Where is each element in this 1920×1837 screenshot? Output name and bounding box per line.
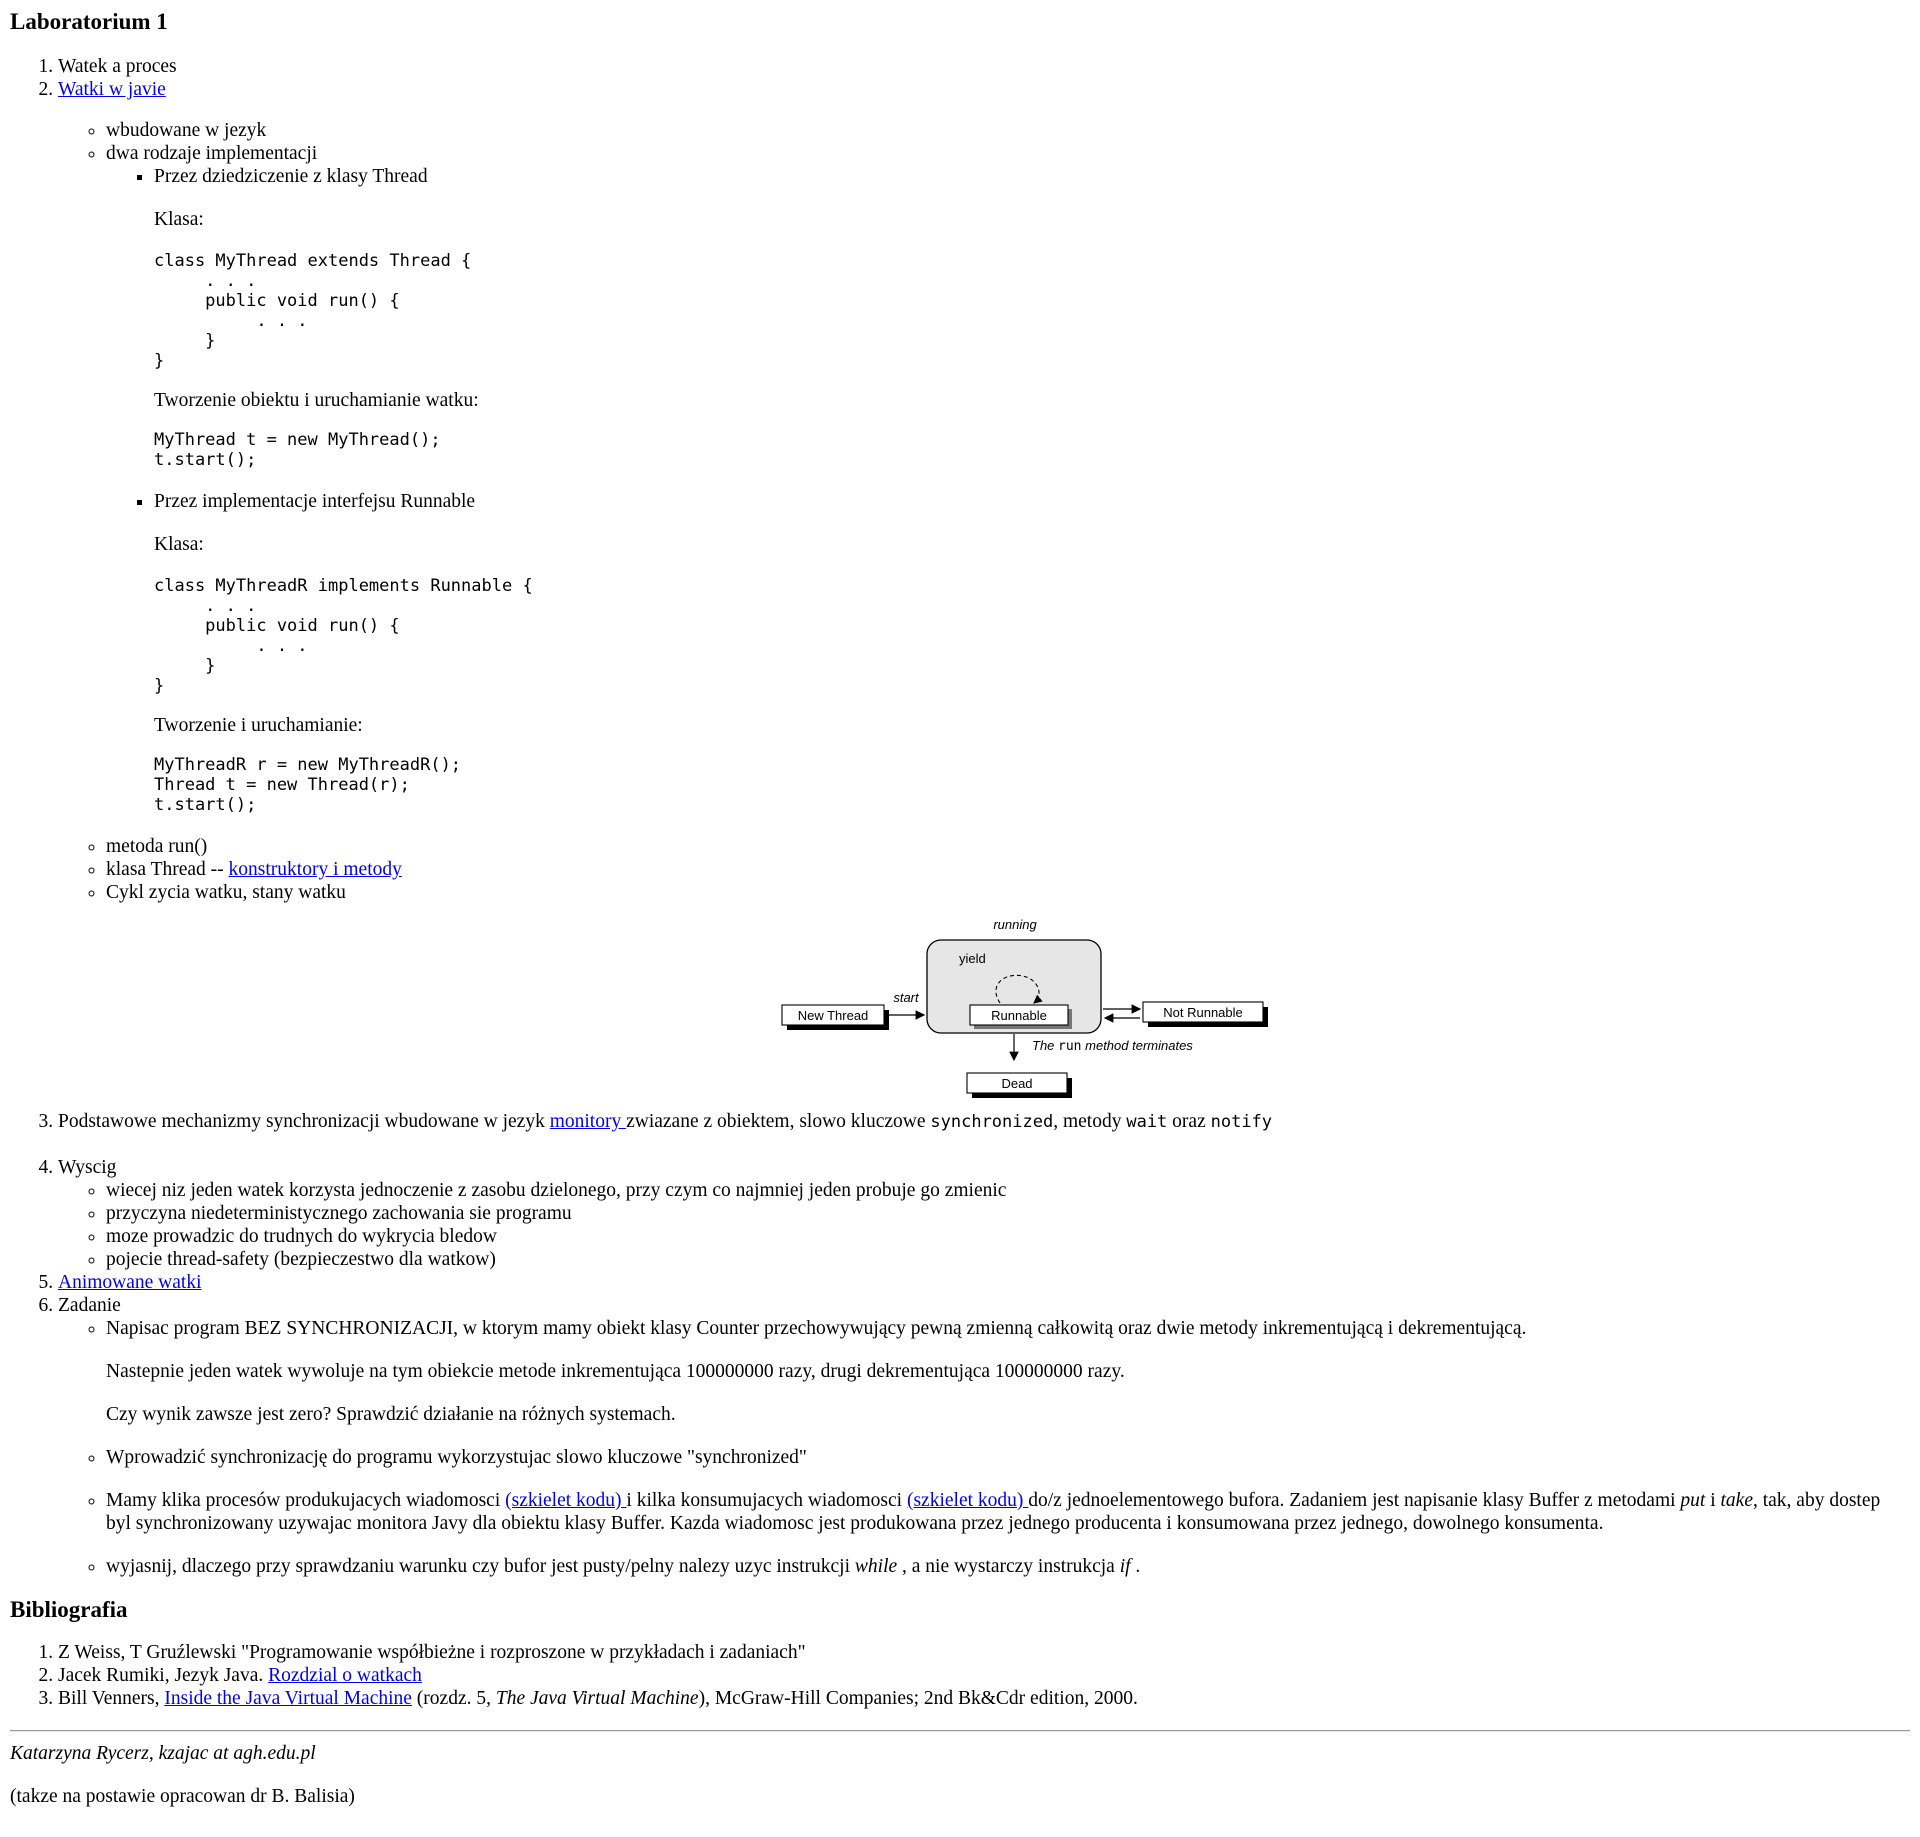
sync-text: Podstawowe mechanizmy synchronizacji wbudowane w jezyk <box>58 1111 550 1132</box>
list-item: ◦ pojecie thread-safety (bezpieczestwo dla watkow) <box>106 1248 1910 1271</box>
running-label: running <box>993 917 1037 932</box>
list-item <box>58 1664 1910 1687</box>
list-item: ◦ wiecej niz jeden watek korzysta jednoczenie z zasobu dzielonego, przy czym co najmniej jeden probuje go zmienic <box>106 1179 1910 1202</box>
task1-paragraph: Czy wynik zawsze jest zero? Sprawdzić działanie na różnych systemach. <box>106 1404 676 1425</box>
task4-text: . <box>1130 1556 1141 1577</box>
implementations-list <box>106 165 1910 835</box>
page-title: Laboratorium 1 <box>10 9 168 34</box>
bib-text: ), McGraw-Hill Companies; 2nd Bk&Cdr edition, 2000. <box>698 1688 1138 1709</box>
list-item <box>58 1294 1910 1578</box>
list-item <box>106 1555 1910 1578</box>
list-item <box>106 142 1910 835</box>
link-threads-chapter[interactable]: Rozdzial o watkach <box>268 1665 422 1686</box>
task3-text: , tak, aby dostep byl synchronizowany uzywajac monitora Javy dla obiektu klasy Buffer. Kazda wiadomosc jest produkowana przez jednego producenta i konsumowana przez jednego, dowolnego konsumenta. <box>106 1490 1881 1534</box>
task2-text: Wprowadzić synchronizację do programu wykorzystujac slowo kluczowe "synchronized" <box>106 1447 807 1468</box>
list-item: ◦ moze prowadzic do trudnych do wykrycia bledow <box>106 1225 1910 1248</box>
list-item <box>58 1156 1910 1271</box>
list-item: ◦ przyczyna niedeterministycznego zachowania sie programu <box>106 1202 1910 1225</box>
code-block-create: MyThread t = new MyThread(); t.start(); <box>154 430 441 470</box>
terminates-label: The run method terminates <box>1032 1038 1193 1054</box>
task3-text: Mamy klika procesów produkujacych wiadomosci <box>106 1490 506 1511</box>
builtin-text: wbudowane w jezyk <box>106 120 267 141</box>
class-label: Klasa: <box>154 534 204 555</box>
sync-text-middle: zwiazane z obiektem, slowo kluczowe <box>626 1111 931 1132</box>
runnable-state-label: Runnable <box>991 1008 1047 1023</box>
main-list <box>10 55 1910 1578</box>
author: Katarzyna Rycerz, kzajac at agh.edu.pl <box>10 1743 316 1764</box>
link-animated-threads[interactable]: Animowane watki <box>58 1272 202 1293</box>
race-label: Wyscig <box>58 1157 117 1178</box>
bib-italic: The Java Virtual Machine <box>495 1688 699 1709</box>
dead-label: Dead <box>1001 1076 1033 1091</box>
list-item <box>106 1446 1910 1489</box>
runnable-label: Przez implementacje interfejsu Runnable <box>154 491 476 512</box>
creating-label: Tworzenie i uruchamianie: <box>154 715 363 736</box>
keyword-if: if <box>1119 1556 1131 1577</box>
class-label: Klasa: <box>154 209 204 230</box>
lifecycle-text: Cykl zycia watku, stany watku <box>106 882 346 903</box>
threads-java-sublist <box>58 119 1910 904</box>
keyword-wait: wait <box>1126 1112 1168 1132</box>
link-threads-in-java[interactable]: Watki w javie <box>58 79 166 100</box>
new-thread-label: New Thread <box>797 1008 869 1023</box>
list-item <box>106 1317 1910 1446</box>
inherit-label: Przez dziedziczenie z klasy Thread <box>154 166 428 187</box>
list-item <box>154 490 1910 835</box>
run-method-text: metoda run() <box>106 836 208 857</box>
two-kinds-text: dwa rodzaje implementacji <box>106 143 318 164</box>
method-put: put <box>1680 1490 1706 1511</box>
task-label: Zadanie <box>58 1295 121 1316</box>
link-constructors-methods[interactable]: konstruktory i metody <box>228 859 402 880</box>
list-item <box>106 1489 1910 1555</box>
list-item <box>106 835 1910 858</box>
thread-lifecycle-diagram <box>58 910 1910 1100</box>
task3-text: i kilka konsumujacych wiadomosci <box>626 1490 907 1511</box>
list-item <box>58 55 1910 78</box>
task1-paragraph: Napisac program BEZ SYNCHRONIZACJI, w ktorym mamy obiekt klasy Counter przechowywujący pewną zmienną całkowitą oraz dwie metody inkrementującą i dekrementującą. <box>106 1318 1527 1339</box>
list-item <box>58 1687 1910 1710</box>
task4-text: wyjasnij, dlaczego przy sprawdzaniu warunku czy bufor jest pusty/pelny nalezy uzyc instrukcji <box>106 1556 855 1577</box>
bibliography-heading: Bibliografia <box>10 1597 128 1622</box>
link-inside-jvm[interactable]: Inside the Java Virtual Machine <box>164 1688 412 1709</box>
link-consumer-skeleton[interactable]: (szkielet kodu) <box>906 1490 1029 1511</box>
list-item <box>106 881 1910 904</box>
link-monitors[interactable]: monitory <box>549 1111 627 1132</box>
method-take: take <box>1720 1490 1753 1511</box>
list-item <box>58 1110 1910 1156</box>
bib-text: Jacek Rumiki, Jezyk Java. <box>58 1665 269 1686</box>
keyword-notify: notify <box>1210 1112 1273 1132</box>
race-sublist <box>58 1179 1910 1271</box>
page <box>0 10 1920 1808</box>
not-runnable-label: Not Runnable <box>1163 1005 1243 1020</box>
footer-note: (takze na postawie opracowan dr B. Balisia) <box>10 1786 355 1807</box>
task4-text: , a nie wystarczy instrukcja <box>897 1556 1120 1577</box>
task3-text: do/z jednoelementowego bufora. Zadaniem jest napisanie klasy Buffer z metodami <box>1028 1490 1681 1511</box>
link-producer-skeleton[interactable]: (szkielet kodu) <box>505 1490 627 1511</box>
bib-text: (rozdz. 5, <box>411 1688 496 1709</box>
task1-paragraph: Nastepnie jeden watek wywoluje na tym obiekcie metode inkrementująca 100000000 razy, drugi dekrementująca 100000000 razy. <box>106 1361 1125 1382</box>
list-item <box>106 858 1910 881</box>
list-item <box>154 165 1910 490</box>
keyword-synchronized: synchronized <box>930 1112 1054 1132</box>
code-block-class: class MyThread extends Thread { . . . public void run() { . . . } } <box>154 251 472 371</box>
task3-text: i <box>1705 1490 1721 1511</box>
bibliography-list <box>10 1641 1910 1710</box>
divider <box>10 1730 1910 1732</box>
creating-label: Tworzenie obiektu i uruchamianie watku: <box>154 390 479 411</box>
sync-text-comma: , metody <box>1053 1111 1127 1132</box>
code-block-create: MyThreadR r = new MyThreadR(); Thread t = new Thread(r); t.start(); <box>154 755 462 815</box>
list-item <box>58 78 1910 1110</box>
bib-text: Bill Venners, <box>58 1688 165 1709</box>
thread-class-text: klasa Thread -- <box>106 859 229 880</box>
code-block-class: class MyThreadR implements Runnable { . . . public void run() { . . . } } <box>154 576 533 696</box>
sync-text-oraz: oraz <box>1167 1111 1211 1132</box>
list-item: 1. Z Weiss, T Gruźlewski "Programowanie współbieżne i rozproszone w przykładach i zadaniach" <box>58 1641 1910 1664</box>
footer <box>10 1742 1910 1808</box>
item-thread-vs-process: Watek a proces <box>58 56 177 77</box>
keyword-while: while <box>854 1556 898 1577</box>
task-sublist <box>58 1317 1910 1578</box>
start-label: start <box>893 990 919 1005</box>
list-item <box>58 1271 1910 1294</box>
list-item <box>106 119 1910 142</box>
lifecycle-svg <box>10 910 1910 1100</box>
yield-label: yield <box>959 951 986 966</box>
